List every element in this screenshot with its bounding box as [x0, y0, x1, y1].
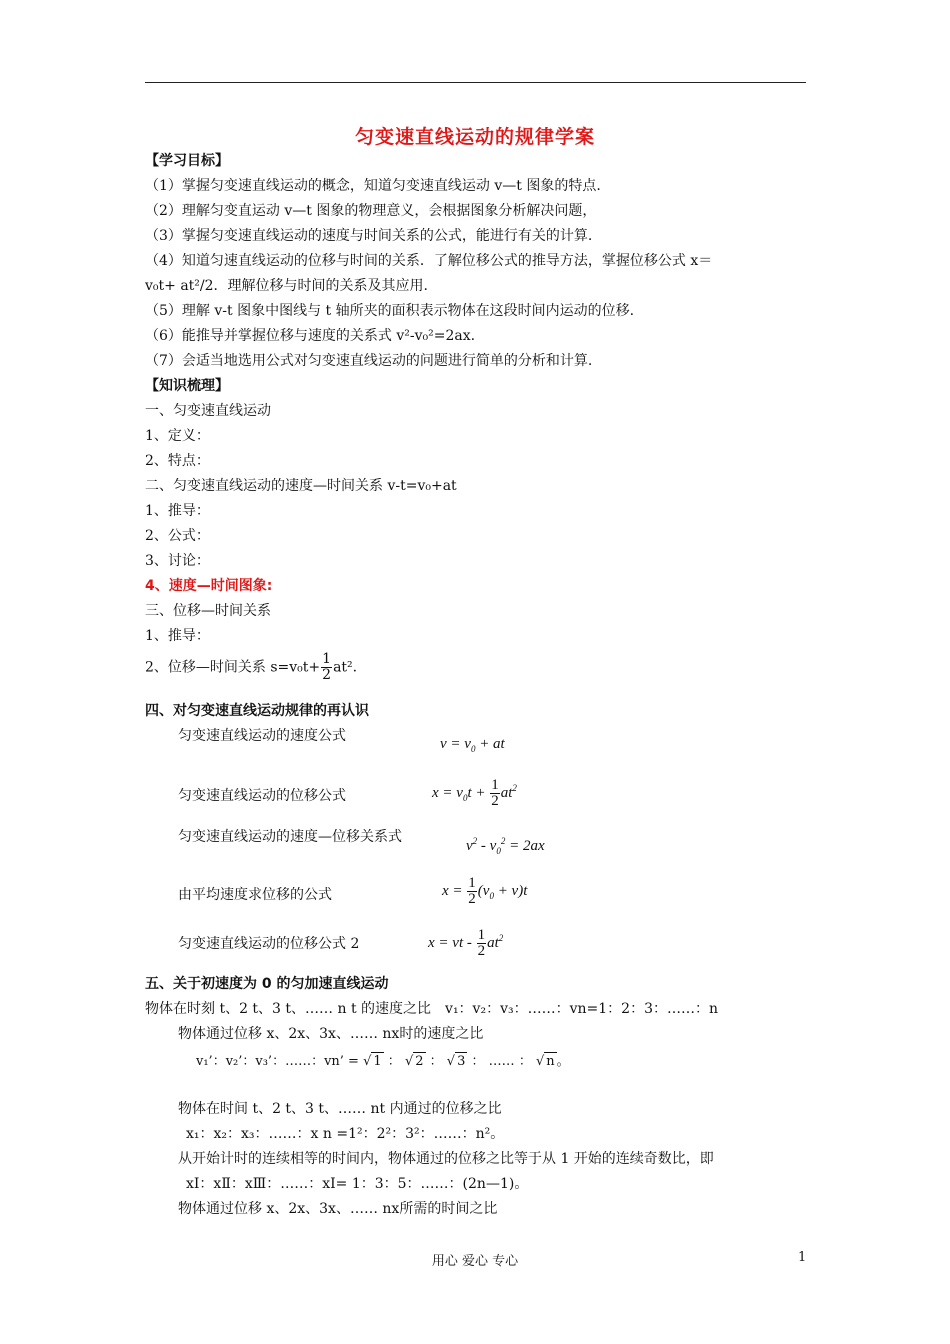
- section-5-line: 从开始计时的连续相等的时间内，物体通过的位移之比等于从 1 开始的连续奇数比，即: [178, 1151, 714, 1167]
- goal-line: （6）能推导并掌握位移与速度的关系式 v²-v₀²=2ax.: [145, 328, 476, 344]
- fraction-denominator: 2: [322, 667, 332, 683]
- ratio-dots: ……: [488, 1054, 515, 1069]
- goal-line: （2）理解匀变直运动 v—t 图象的物理意义，会根据图象分析解决问题，: [145, 203, 597, 219]
- section-2-item: 2、公式：: [145, 528, 210, 544]
- formula-prefix: 2、位移—时间关系 s=v₀t+: [145, 659, 321, 676]
- formula: $x = v_0t$ + $\frac{1}{2}$ $at^2$: [432, 777, 517, 809]
- ratio-sep: ：: [471, 1054, 485, 1069]
- section-2-item: 1、推导：: [145, 503, 210, 519]
- section-5-line: 物体在时刻 t、2 t、3 t、…… n t 的速度之比 v₁：v₂：v₃：……：vn=1：2：3：……：n: [145, 1001, 718, 1017]
- ratio-sep: ：: [518, 1054, 532, 1069]
- formula-label: 由平均速度求位移的公式: [178, 887, 332, 903]
- fraction: [321, 652, 332, 683]
- formula: x = vt - $\frac{1}{2}$ $at^2$: [428, 927, 504, 959]
- section-3-item: 1、推导：: [145, 628, 210, 644]
- section-4-heading: 四、对匀变速直线运动规律的再认识: [145, 703, 369, 719]
- formula-suffix: at².: [333, 659, 358, 676]
- page-title: 匀变速直线运动的规律学案: [354, 126, 595, 148]
- section-3-formula-line: [145, 652, 357, 683]
- root-value: n: [546, 1054, 555, 1069]
- section-5-line: 物体通过位移 x、2x、3x、…… nx时的速度之比: [178, 1026, 484, 1042]
- header-rule: [145, 82, 806, 83]
- ratio-end: 。: [556, 1054, 570, 1069]
- section-2-heading: 二、匀变速直线运动的速度—时间关系 v-t=v₀+at: [145, 478, 457, 494]
- formula-label: 匀变速直线运动的速度—位移关系式: [178, 829, 402, 845]
- ratio-prefix: v₁’：v₂’：v₃’：……：vn’ =: [196, 1054, 359, 1069]
- page-number: 1: [798, 1250, 807, 1265]
- section-2-item: 3、讨论：: [145, 553, 210, 569]
- goals-heading: 【学习目标】: [145, 153, 229, 169]
- root-value: 3: [457, 1054, 466, 1069]
- section-2-red-item: 4、速度—时间图象:: [145, 578, 273, 594]
- footer-text: 用心 爱心 专心: [431, 1254, 519, 1269]
- goal-line: （5）理解 v-t 图象中图线与 t 轴所夹的面积表示物体在这段时间内运动的位移.: [145, 303, 635, 319]
- ratio-sep: ：: [429, 1054, 443, 1069]
- section-5-line: 物体在时间 t、2 t、3 t、…… nt 内通过的位移之比: [178, 1101, 502, 1117]
- velocity-ratio-line: v₁’：v₂’：v₃’：……：vn’ = √ 1 ： √ 2 ： √ 3 ： …… ： √ n 。: [196, 1054, 570, 1069]
- section-1-item: 1、定义：: [145, 428, 210, 444]
- formula-label: 匀变速直线运动的位移公式 2: [178, 936, 360, 952]
- knowledge-heading: 【知识梳理】: [145, 378, 229, 394]
- goal-line: （1）掌握匀变速直线运动的概念，知道匀变速直线运动 v—t 图象的特点.: [145, 178, 601, 194]
- formula: $v = v_0$ + at: [440, 736, 505, 754]
- section-5-line: xⅠ：xⅡ：xⅢ：……：xⅠ= 1：3：5：……：(2n—1)。: [186, 1176, 529, 1192]
- section-5-line: 物体通过位移 x、2x、3x、…… nx所需的时间之比: [178, 1201, 498, 1217]
- section-1-heading: 一、匀变速直线运动: [145, 403, 271, 419]
- section-5-line: x₁：x₂：x₃：……：x n =1²：2²：3²：……：n²。: [186, 1126, 505, 1142]
- section-1-item: 2、特点：: [145, 453, 210, 469]
- root-value: 2: [415, 1054, 424, 1069]
- root-value: 1: [373, 1054, 382, 1069]
- formula-label: 匀变速直线运动的速度公式: [178, 728, 346, 744]
- formula-label: 匀变速直线运动的位移公式: [178, 788, 346, 804]
- goal-line: （3）掌握匀变速直线运动的速度与时间关系的公式，能进行有关的计算.: [145, 228, 593, 244]
- formula: $v^2 - v_0^2 = 2ax$: [466, 836, 545, 856]
- goal-line: v₀t+ at²/2．理解位移与时间的关系及其应用.: [145, 278, 428, 294]
- section-5-heading: 五、关于初速度为 0 的匀加速直线运动: [145, 976, 389, 992]
- goal-line: （4）知道匀速直线运动的位移与时间的关系．了解位移公式的推导方法，掌握位移公式 x＝: [145, 253, 713, 269]
- fraction-numerator: 1: [322, 651, 332, 667]
- goal-line: （7）会适当地选用公式对匀变速直线运动的问题进行简单的分析和计算.: [145, 353, 593, 369]
- ratio-sep: ：: [387, 1054, 401, 1069]
- section-3-heading: 三、位移—时间关系: [145, 603, 271, 619]
- formula: x = $\frac{1}{2}$ $(v_0 + v)t$: [442, 875, 528, 907]
